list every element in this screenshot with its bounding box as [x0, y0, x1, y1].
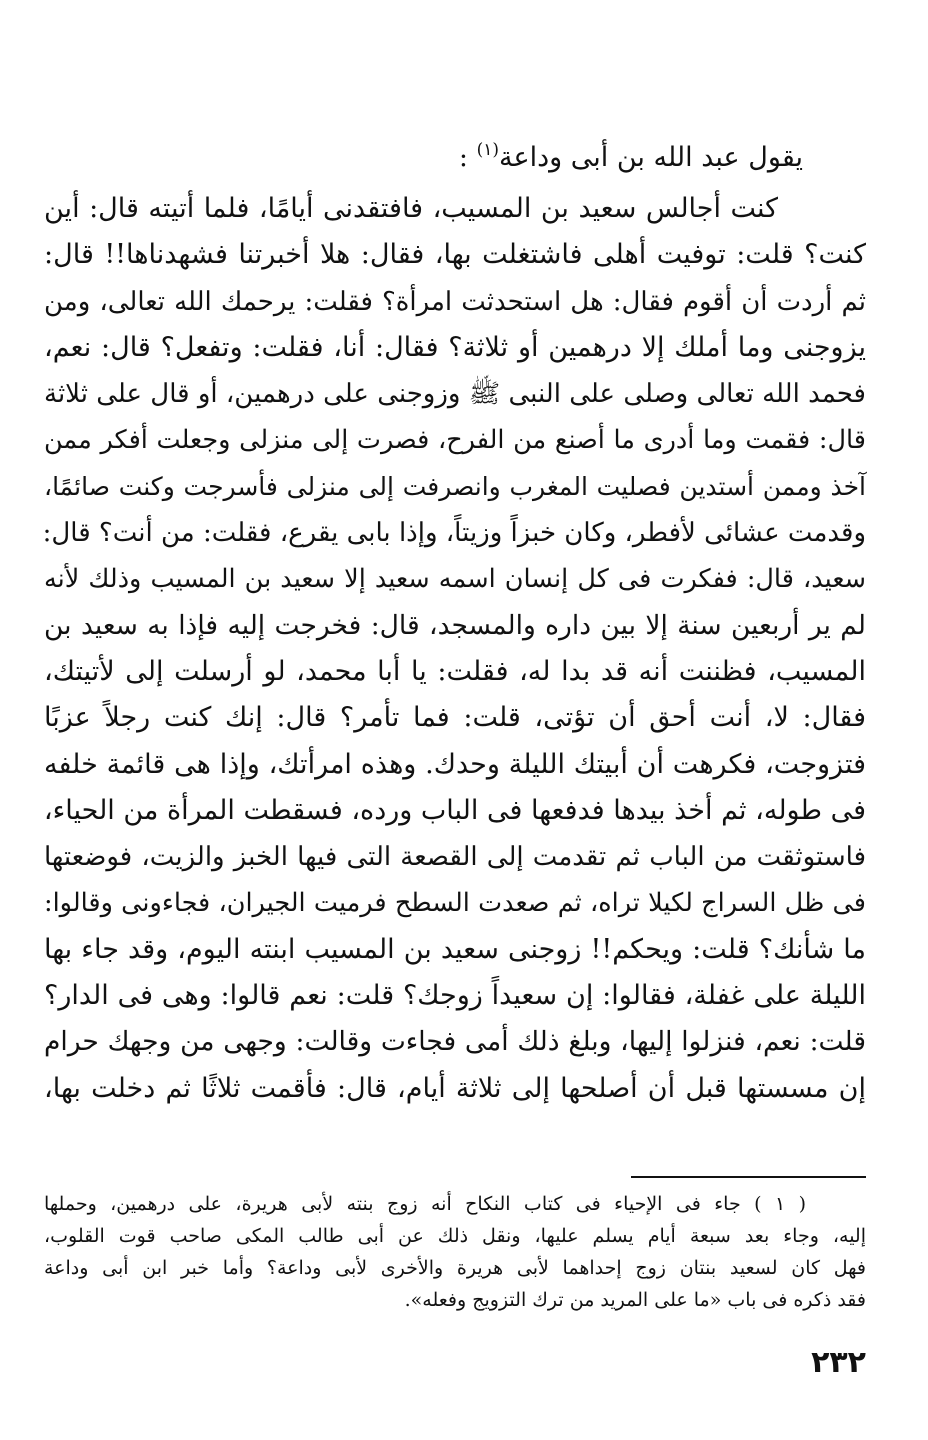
intro-colon: : [458, 142, 469, 173]
text-line: فتزوجت، فكرهت أن أبيتك الليلة وحدك. وهذه امرأتك، وإذا هى قائمة خلفه [44, 748, 866, 780]
text-line: كنت أجالس سعيد بن المسيب، فافتقدنى أيامًا، فلما أتيته قال: أين [44, 193, 778, 224]
text-line: سعيد، قال: ففكرت فى كل إنسان اسمه سعيد إلا سعيد بن المسيب وذلك لأنه [44, 564, 866, 595]
footnote-line: إليه، وجاء بعد سبعة أيام يسلم عليها، ونقل ذلك عن أبى طالب المكى صاحب قوت القلوب، [44, 1225, 866, 1247]
footnote-marker: (١) [476, 140, 500, 160]
text-line: لم ير أربعين سنة إلا بين داره والمسجد، قال: فخرجت إليه فإذا به سعيد بن [44, 609, 866, 641]
text-line: قال: فقمت وما أدرى ما أصنع من الفرح، فصرت إلى منزلى وجعلت أفكر ممن [44, 425, 866, 456]
text-line: إن مسستها قبل أن أصلحها إلى ثلاثة أيام، قال: فأقمت ثلاثًا ثم دخلت بها، [44, 1072, 866, 1104]
text-line: فى طوله، ثم أخذ بيدها فدفعها فى الباب ورده، فسقطت المرأة من الحياء، [43, 794, 866, 826]
main-text [44, 186, 866, 1112]
text-line: ما شأنك؟ قلت: ويحكم!! زوجنى سعيد بن المسيب ابنته اليوم، وقد جاء بها [44, 933, 866, 965]
footnote-line: ( ١ ) جاء فى الإحياء فى كتاب النكاح أنه زوج بنته لأبى هريرة، على درهمين، وحملها [44, 1193, 806, 1215]
text-line: قلت: نعم، فنزلوا إليها، وبلغ ذلك أمى فجاءت وقالت: وجهى من وجهك حرام [44, 1026, 866, 1058]
intro-line [103, 128, 803, 180]
text-line: كنت؟ قلت: توفيت أهلى فاشتغلت بها، فقال: هلا أخبرتنا فشهدناها!! قال: [44, 239, 866, 271]
text-line: فاستوثقت من الباب ثم تقدمت إلى القصعة التى فيها الخبز والزيت، فوضعتها [44, 842, 866, 873]
footnotes [44, 1188, 866, 1316]
text-line: ثم أردت أن أقوم فقال: هل استحدثت امرأة؟ فقلت: يرحمك الله تعالى، ومن [44, 286, 866, 317]
footnote-line: فقد ذكره فى باب «ما على المريد من ترك التزويج وفعله». [404, 1289, 866, 1311]
text-line: آخذ وممن أستدين فصليت المغرب وانصرفت إلى منزلى فأسرجت وكنت صائمًا، [44, 471, 866, 501]
text-line: يزوجنى وما أملك إلا درهمين أو ثلاثة؟ فقال: أنا، فقلت: وتفعل؟ قال: نعم، [44, 331, 866, 363]
text-line: المسيب، فظننت أنه قد بدا له، فقلت: يا أبا محمد، لو أرسلت إلى لأتيتك، [44, 655, 866, 687]
intro-text: يقول عبد الله بن أبى وداعة [499, 142, 803, 173]
text-line: وقدمت عشائى لأفطر، وكان خبزاً وزيتاً، وإذا بابى يقرع، فقلت: من أنت؟ قال: [42, 518, 866, 549]
text-line: الليلة على غفلة، فقالوا: إن سعيداً زوجك؟ قلت: نعم قالوا: وهى فى الدار؟ [44, 980, 866, 1012]
text-line: فى ظل السراج لكيلا تراه، ثم صعدت السطح فرميت الجيران، فجاءونى وقالوا: [44, 888, 866, 919]
footnote-separator [631, 1176, 866, 1178]
footnote-line: فهل كان لسعيد بنتان زوج إحداهما لأبى هريرة والأخرى لأبى وداعة؟ وأما خبر ابن أبى وداعة [44, 1257, 866, 1279]
text-line: فقال: لا، أنت أحق أن تؤتى، قلت: فما تأمر؟ قال: إنك كنت رجلاً عزبًا [44, 702, 866, 734]
page-number: ٢٣٢ [811, 1345, 866, 1380]
text-line: فحمد الله تعالى وصلى على النبى ﷺ وزوجنى على درهمين، أو قال على ثلاثة [44, 379, 866, 410]
